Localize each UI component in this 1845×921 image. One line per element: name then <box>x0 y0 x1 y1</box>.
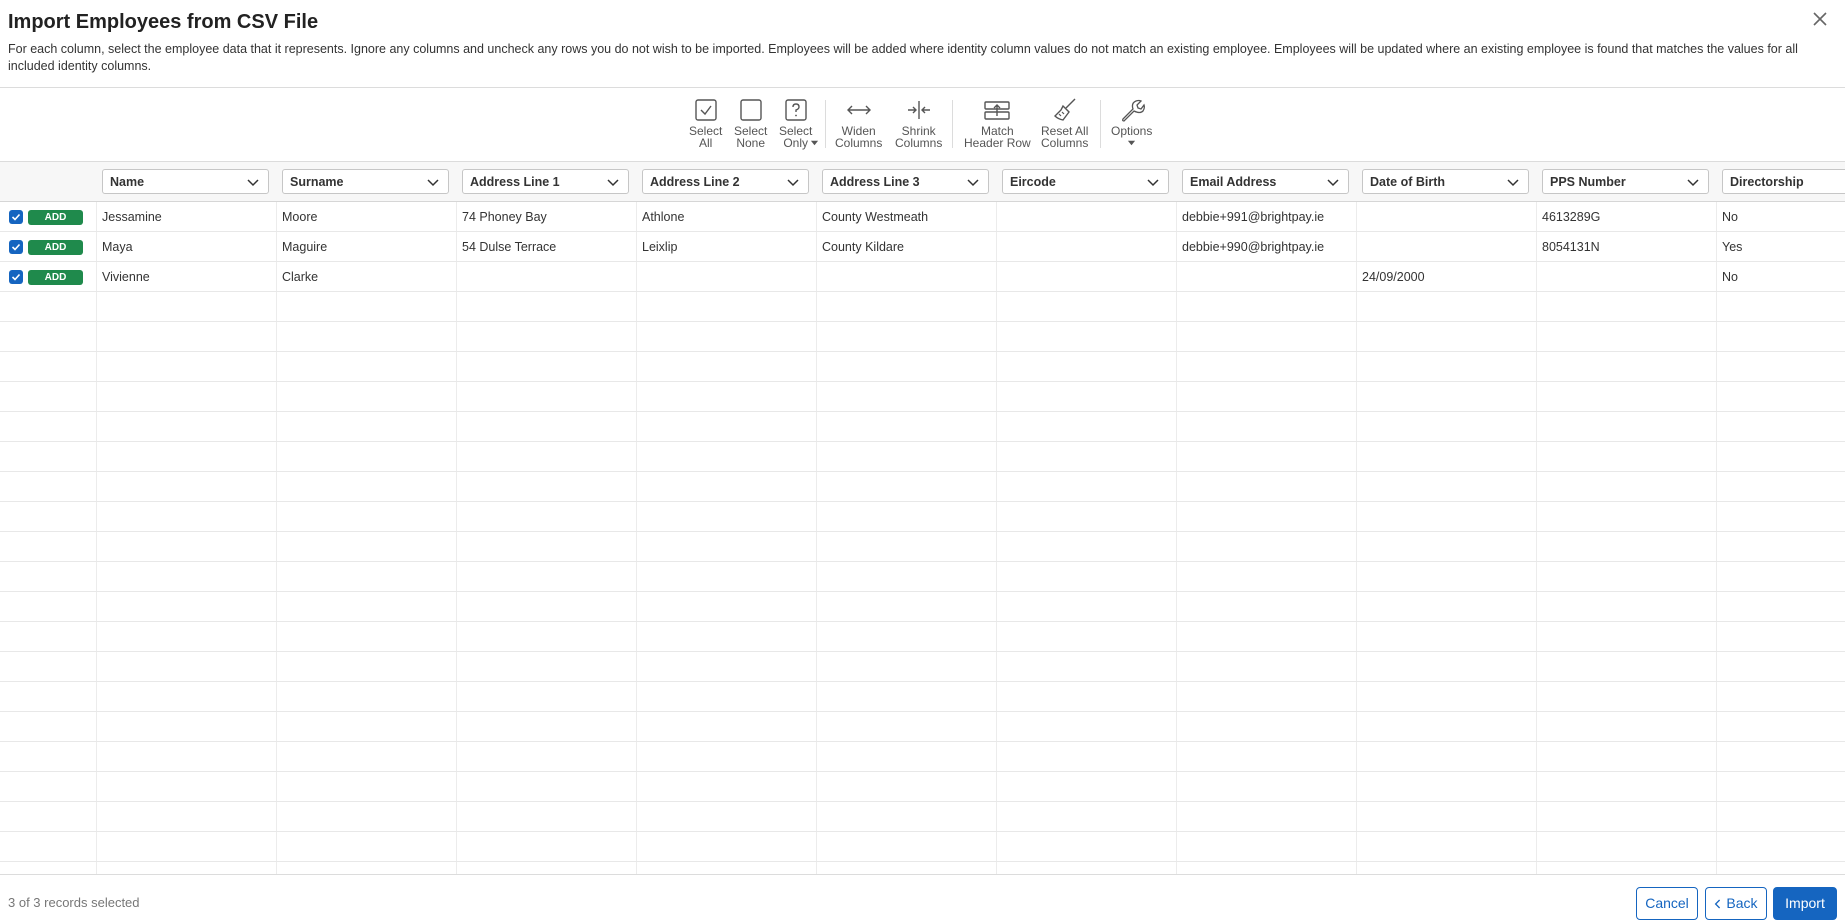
cancel-button[interactable]: Cancel <box>1636 887 1698 920</box>
dropdown-caret-icon <box>810 138 819 147</box>
match-header-row-label: Match Header Row <box>964 124 1031 150</box>
dropdown-caret-icon <box>1127 138 1136 147</box>
dialog-title: Import Employees from CSV File <box>8 11 319 33</box>
chevron-left-icon <box>1714 899 1722 909</box>
toolbar-separator <box>952 100 953 148</box>
table-cell: No <box>1722 270 1738 284</box>
table-cell: Moore <box>282 210 318 224</box>
check-icon <box>10 271 22 283</box>
match-header-row-button[interactable] <box>964 96 1031 149</box>
table-cell: debbie+990@brightpay.ie <box>1182 240 1325 254</box>
empty-row <box>0 832 1845 862</box>
dialog-footer <box>0 874 1845 921</box>
close-icon <box>1809 8 1831 30</box>
empty-row <box>0 802 1845 832</box>
column-select-directorship[interactable]: Directorship <box>1722 169 1845 194</box>
column-select-date-of-birth[interactable]: Date of Birth <box>1362 169 1529 194</box>
table-row <box>0 202 1845 232</box>
row-checkbox[interactable] <box>9 210 23 224</box>
chevron-down-icon <box>1146 175 1160 189</box>
table-cell: 8054131N <box>1542 240 1600 254</box>
table-cell: 54 Dulse Terrace <box>462 240 557 254</box>
empty-row <box>0 382 1845 412</box>
toolbar-separator <box>1100 100 1101 148</box>
select-all-button[interactable] <box>689 96 722 149</box>
chevron-down-icon <box>1326 175 1340 189</box>
table-cell <box>1536 262 1716 292</box>
toolbar-separator <box>825 100 826 148</box>
action-badge: ADD <box>28 210 83 225</box>
checkbox-checked-icon <box>692 96 720 124</box>
empty-row <box>0 442 1845 472</box>
table-cell <box>456 262 636 292</box>
column-select-name[interactable]: Name <box>102 169 269 194</box>
empty-row <box>0 412 1845 442</box>
column-select-email-address[interactable]: Email Address <box>1182 169 1349 194</box>
column-select-pps-number[interactable]: PPS Number <box>1542 169 1709 194</box>
column-select-eircode[interactable]: Eircode <box>1002 169 1169 194</box>
shrink-arrows-icon <box>905 96 933 124</box>
table-cell: Maguire <box>282 240 328 254</box>
dialog-header <box>0 0 1845 88</box>
back-label: Back <box>1726 895 1758 911</box>
row-checkbox[interactable] <box>9 270 23 284</box>
chevron-down-icon <box>426 175 440 189</box>
table-cell <box>1356 232 1536 262</box>
action-badge: ADD <box>28 240 83 255</box>
reset-all-columns-button[interactable] <box>1041 96 1088 149</box>
chevron-down-icon <box>966 175 980 189</box>
table-cell: 4613289G <box>1542 210 1601 224</box>
empty-row <box>0 742 1845 772</box>
table-cell <box>816 262 996 292</box>
reset-all-columns-label: Reset All Columns <box>1041 124 1089 150</box>
table-cell <box>636 262 816 292</box>
select-only-button[interactable] <box>779 96 812 149</box>
row-checkbox[interactable] <box>9 240 23 254</box>
options-button[interactable] <box>1111 96 1152 147</box>
empty-row <box>0 322 1845 352</box>
table-cell: Jessamine <box>102 210 162 224</box>
column-select-address-line-3[interactable]: Address Line 3 <box>822 169 989 194</box>
empty-row <box>0 292 1845 322</box>
table-cell <box>996 202 1176 232</box>
chevron-down-icon <box>246 175 260 189</box>
table-cell <box>1176 262 1356 292</box>
table-cell: Leixlip <box>642 240 678 254</box>
empty-row <box>0 682 1845 712</box>
selection-status: 3 of 3 records selected <box>8 895 140 910</box>
checkbox-empty-icon <box>737 96 765 124</box>
empty-row <box>0 532 1845 562</box>
empty-row <box>0 502 1845 532</box>
options-label: Options <box>1111 124 1153 138</box>
column-select-surname[interactable]: Surname <box>282 169 449 194</box>
table-cell: debbie+991@brightpay.ie <box>1182 210 1325 224</box>
header-row-icon <box>983 96 1011 124</box>
table-cell: Yes <box>1722 240 1743 254</box>
empty-row <box>0 772 1845 802</box>
table-cell: Clarke <box>282 270 319 284</box>
import-grid <box>0 162 1845 874</box>
table-cell: County Westmeath <box>822 210 929 224</box>
column-select-address-line-1[interactable]: Address Line 1 <box>462 169 629 194</box>
table-row <box>0 262 1845 292</box>
table-cell: Athlone <box>642 210 685 224</box>
back-button[interactable] <box>1705 887 1767 920</box>
table-cell <box>1356 202 1536 232</box>
empty-row <box>0 562 1845 592</box>
table-cell: 24/09/2000 <box>1362 270 1425 284</box>
shrink-columns-button[interactable] <box>895 96 942 149</box>
column-mapping-row <box>0 162 1845 202</box>
table-cell: County Kildare <box>822 240 904 254</box>
table-cell <box>996 262 1176 292</box>
table-cell: Vivienne <box>102 270 150 284</box>
table-cell: No <box>1722 210 1738 224</box>
chevron-down-icon <box>786 175 800 189</box>
dialog-description: For each column, select the employee data that it represents. Ignore any columns and uncheck any rows you do not wish to be imported. Employees will be added where identity column values do not match an existing employee. Employees will be updated where an existing employee is found that matches the values for all included identity columns. <box>8 42 1798 73</box>
action-badge: ADD <box>28 270 83 285</box>
empty-row <box>0 472 1845 502</box>
shrink-columns-label: Shrink Columns <box>895 124 943 150</box>
empty-row <box>0 712 1845 742</box>
close-button[interactable] <box>1809 8 1831 30</box>
table-cell: Maya <box>102 240 133 254</box>
table-cell: 74 Phoney Bay <box>462 210 547 224</box>
table-row <box>0 232 1845 262</box>
select-only-label: Select Only <box>779 124 813 150</box>
toolbar <box>0 88 1845 162</box>
select-all-label: Select All <box>689 124 723 150</box>
select-none-button[interactable] <box>734 96 767 149</box>
empty-row <box>0 652 1845 682</box>
empty-row <box>0 622 1845 652</box>
check-icon <box>10 241 22 253</box>
table-cell <box>996 232 1176 262</box>
chevron-down-icon <box>606 175 620 189</box>
check-icon <box>10 211 22 223</box>
chevron-down-icon <box>1686 175 1700 189</box>
question-box-icon <box>782 96 810 124</box>
widen-arrows-icon <box>845 96 873 124</box>
column-select-address-line-2[interactable]: Address Line 2 <box>642 169 809 194</box>
select-none-label: Select None <box>734 124 768 150</box>
widen-columns-button[interactable] <box>835 96 882 149</box>
wrench-icon <box>1118 96 1146 124</box>
empty-row <box>0 592 1845 622</box>
import-button[interactable]: Import <box>1773 887 1837 920</box>
broom-icon <box>1051 96 1079 124</box>
widen-columns-label: Widen Columns <box>835 124 883 150</box>
chevron-down-icon <box>1506 175 1520 189</box>
empty-row <box>0 352 1845 382</box>
